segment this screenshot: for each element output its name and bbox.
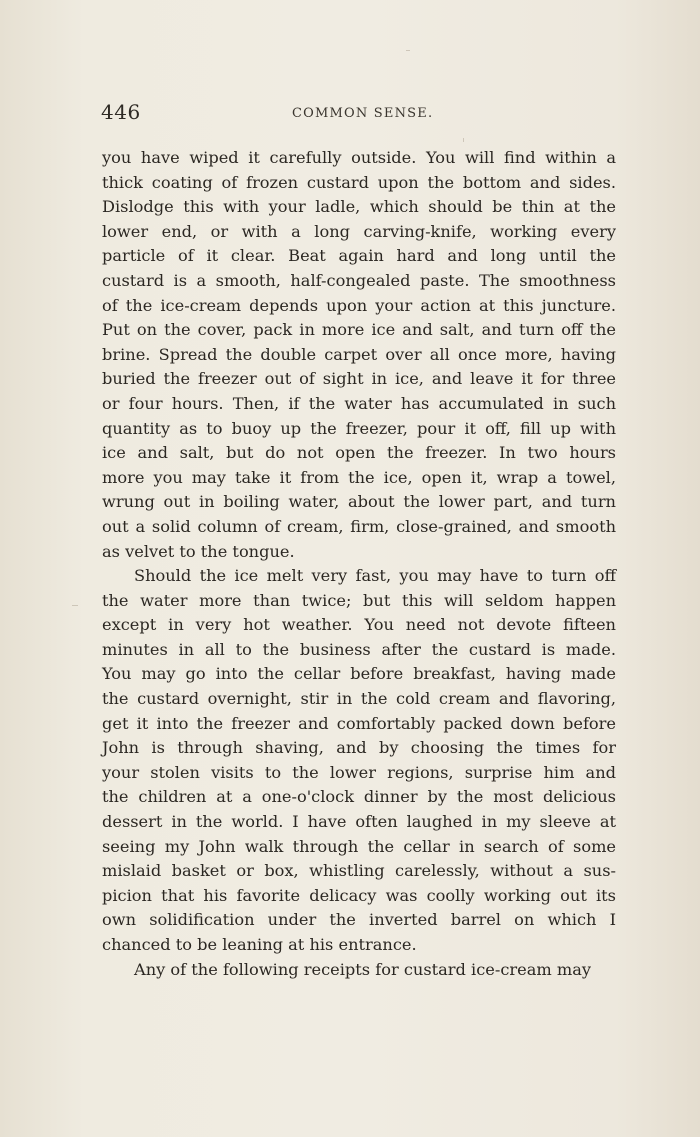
text-line: get it into the freezer and comfortably packed down before bbox=[102, 713, 616, 733]
text-line: thick coating of frozen custard upon the bottom and sides. bbox=[102, 172, 616, 192]
text-line: you have wiped it carefully outside. You will find within a bbox=[102, 148, 616, 167]
body-text bbox=[102, 146, 616, 982]
text-line: Put on the cover, pack in more ice and salt, and turn off the bbox=[102, 320, 616, 340]
text-line: quantity as to buoy up the freezer, pour it off, fill up with bbox=[102, 418, 616, 438]
text-line: Any of the following receipts for custard ice-cream may bbox=[134, 959, 591, 979]
text-line: Dislodge this with your ladle, which should be thin at the bbox=[102, 197, 616, 217]
text-line: ice and salt, but do not open the freezer. In two hours bbox=[102, 443, 616, 463]
text-line: You may go into the cellar before breakfast, having made bbox=[102, 664, 616, 684]
text-line: wrung out in boiling water, about the lower part, and turn bbox=[102, 492, 616, 512]
text-line: or four hours. Then, if the water has accumulated in such bbox=[102, 393, 616, 413]
text-line: of the ice-cream depends upon your action at this juncture. bbox=[102, 295, 616, 315]
text-line: out a solid column of cream, firm, close-grained, and smooth bbox=[102, 516, 616, 536]
text-line: as velvet to the tongue. bbox=[102, 541, 295, 561]
paper-speck bbox=[406, 50, 410, 51]
text-line: the children at a one-o'clock dinner by the most delicious bbox=[102, 787, 616, 807]
text-line: own solidification under the inverted barrel on which I bbox=[102, 910, 616, 930]
text-line: except in very hot weather. You need not devote fifteen bbox=[102, 615, 616, 635]
text-line: mislaid basket or box, whistling carelessly, without a sus- bbox=[102, 861, 616, 881]
text-line: more you may take it from the ice, open it, wrap a towel, bbox=[102, 467, 616, 487]
text-line: seeing my John walk through the cellar in search of some bbox=[102, 836, 616, 856]
text-line: dessert in the world. I have often laughed in my sleeve at bbox=[102, 812, 616, 832]
text-line: chanced to be leaning at his entrance. bbox=[102, 935, 417, 954]
text-line: Should the ice melt very fast, you may have to turn off bbox=[134, 566, 616, 586]
text-line: the custard overnight, stir in the cold cream and flavoring, bbox=[102, 689, 616, 709]
text-line: minutes in all to the business after the custard is made. bbox=[102, 639, 616, 659]
paper-speck bbox=[72, 605, 78, 606]
paper-speck bbox=[463, 138, 464, 142]
text-line: buried the freezer out of sight in ice, and leave it for three bbox=[102, 369, 616, 389]
text-line: the water more than twice; but this will seldom happen bbox=[102, 590, 616, 610]
text-line: lower end, or with a long carving-knife, working every bbox=[102, 221, 616, 241]
text-line: brine. Spread the double carpet over all once more, having bbox=[102, 344, 616, 364]
text-line: particle of it clear. Beat again hard and long until the bbox=[102, 246, 616, 266]
text-line: John is through shaving, and by choosing the times for bbox=[102, 738, 616, 758]
text-line: picion that his favorite delicacy was coolly working out its bbox=[102, 885, 616, 905]
page-number: 446 bbox=[101, 100, 141, 124]
text-line: your stolen visits to the lower regions, surprise him and bbox=[102, 762, 616, 782]
running-head: COMMON SENSE. bbox=[292, 106, 434, 121]
text-line: custard is a smooth, half-congealed paste. The smoothness bbox=[102, 270, 616, 290]
